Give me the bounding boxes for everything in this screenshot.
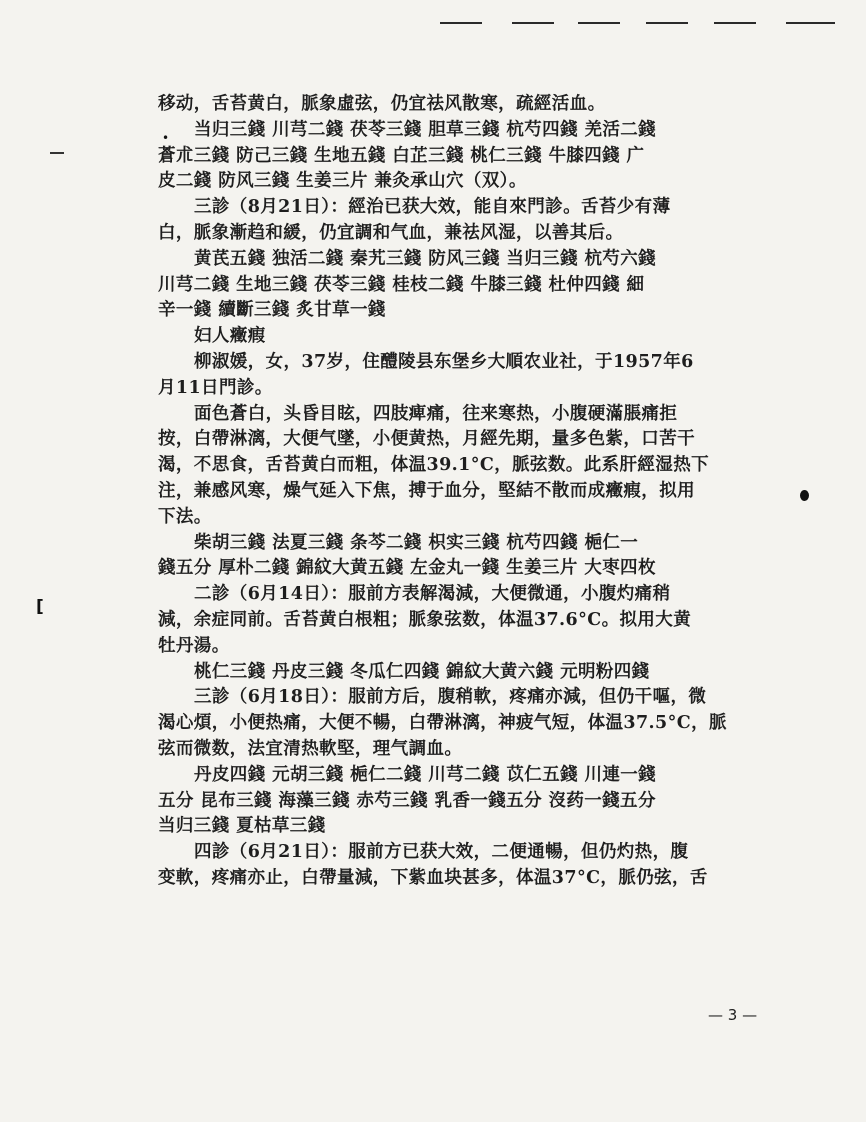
text-line: 黄芪五錢 独活二錢 秦艽三錢 防风三錢 当归三錢 杭芍六錢	[194, 248, 657, 269]
header-rule	[440, 22, 835, 26]
text-line: 四診（6月21日）：服前方已获大效，二便通暢，但仍灼热，腹	[194, 842, 689, 863]
text-line: 弦而微数，法宜清热軟堅，理气調血。	[158, 738, 463, 759]
margin-dash	[50, 152, 64, 154]
text-line: 移动，舌苔黄白，脈象虛弦，仍宜祛风散寒，疏經活血。	[158, 94, 606, 114]
text-line: 川芎二錢 生地三錢 茯苓三錢 桂枝二錢 牛膝三錢 杜仲四錢 細	[158, 274, 645, 295]
text-line: 皮二錢 防风三錢 生姜三片 兼灸承山穴（双）。	[158, 171, 527, 192]
text-line: 月11日門診。	[158, 377, 273, 398]
book-page-text	[158, 92, 776, 892]
text-line: 渴心煩，小便热痛，大便不暢，白帶淋漓，神疲气短，体温37.5°C，脈	[158, 713, 727, 734]
text-line: 当归三錢 夏枯草三錢	[158, 816, 326, 837]
text-line: 丹皮四錢 元胡三錢 梔仁二錢 川芎二錢 苡仁五錢 川連一錢	[194, 764, 657, 785]
text-line: 錢五分 厚朴二錢 錦紋大黄五錢 左金丸一錢 生姜三片 大枣四枚	[158, 558, 656, 579]
text-line: 白，脈象漸趋和緩，仍宜調和气血，兼祛风湿，以善其后。	[158, 222, 624, 243]
text-line: 辛一錢 續斷三錢 炙甘草一錢	[158, 300, 386, 321]
text-line: 牡丹湯。	[158, 635, 230, 656]
section-heading: 妇人癥瘕	[194, 326, 266, 347]
text-line: 当归三錢 川芎二錢 茯苓三錢 胆草三錢 杭芍四錢 羌活二錢	[194, 119, 657, 140]
text-line: 按，白帶淋漓，大便气墜，小便黄热，月經先期，量多色紫，口苦干	[158, 429, 695, 450]
ink-spot	[800, 490, 809, 501]
text-line: 渴，不思食，舌苔黄白而粗，体温39.1°C，脈弦数。此系肝經湿热下	[158, 455, 709, 476]
text-line: 柳淑媛，女，37岁，住醴陵县东堡乡大順农业社，于1957年6	[194, 351, 694, 372]
text-line: 面色蒼白，头昏目眩，四肢痺痛，往来寒热，小腹硬滿脹痛拒	[194, 403, 678, 424]
text-line: 下法。	[158, 506, 212, 527]
bullet-mark: •	[162, 131, 170, 145]
text-line: 桃仁三錢 丹皮三錢 冬瓜仁四錢 錦紋大黄六錢 元明粉四錢	[194, 661, 650, 682]
text-line: 減，余症同前。舌苔黄白根粗；脈象弦数，体温37.6°C。拟用大黄	[158, 609, 692, 630]
text-line: 二診（6月14日）：服前方表解渴減，大便微通，小腹灼痛稍	[194, 584, 671, 605]
text-line: 变軟，疼痛亦止，白帶量減，下紫血块甚多，体温37°C，脈仍弦，舌	[158, 867, 708, 888]
margin-bracket: [	[36, 597, 44, 617]
page-number: — 3 —	[708, 1006, 758, 1024]
text-line: 蒼朮三錢 防己三錢 生地五錢 白芷三錢 桃仁三錢 牛膝四錢 广	[158, 145, 645, 166]
text-line: 柴胡三錢 法夏三錢 条芩二錢 枳实三錢 杭芍四錢 梔仁一	[194, 532, 639, 553]
text-line: 注，兼感风寒，燥气延入下焦，搏于血分，堅結不散而成癥瘕，拟用	[158, 480, 695, 501]
text-line: 三診（8月21日）：經治已获大效，能自來門診。舌苔少有薄	[194, 197, 671, 218]
text-line: 五分 昆布三錢 海藻三錢 赤芍三錢 乳香一錢五分 沒药一錢五分	[158, 790, 656, 811]
text-line: 三診（6月18日）：服前方后，腹稍軟，疼痛亦減，但仍干嘔，微	[194, 687, 707, 708]
